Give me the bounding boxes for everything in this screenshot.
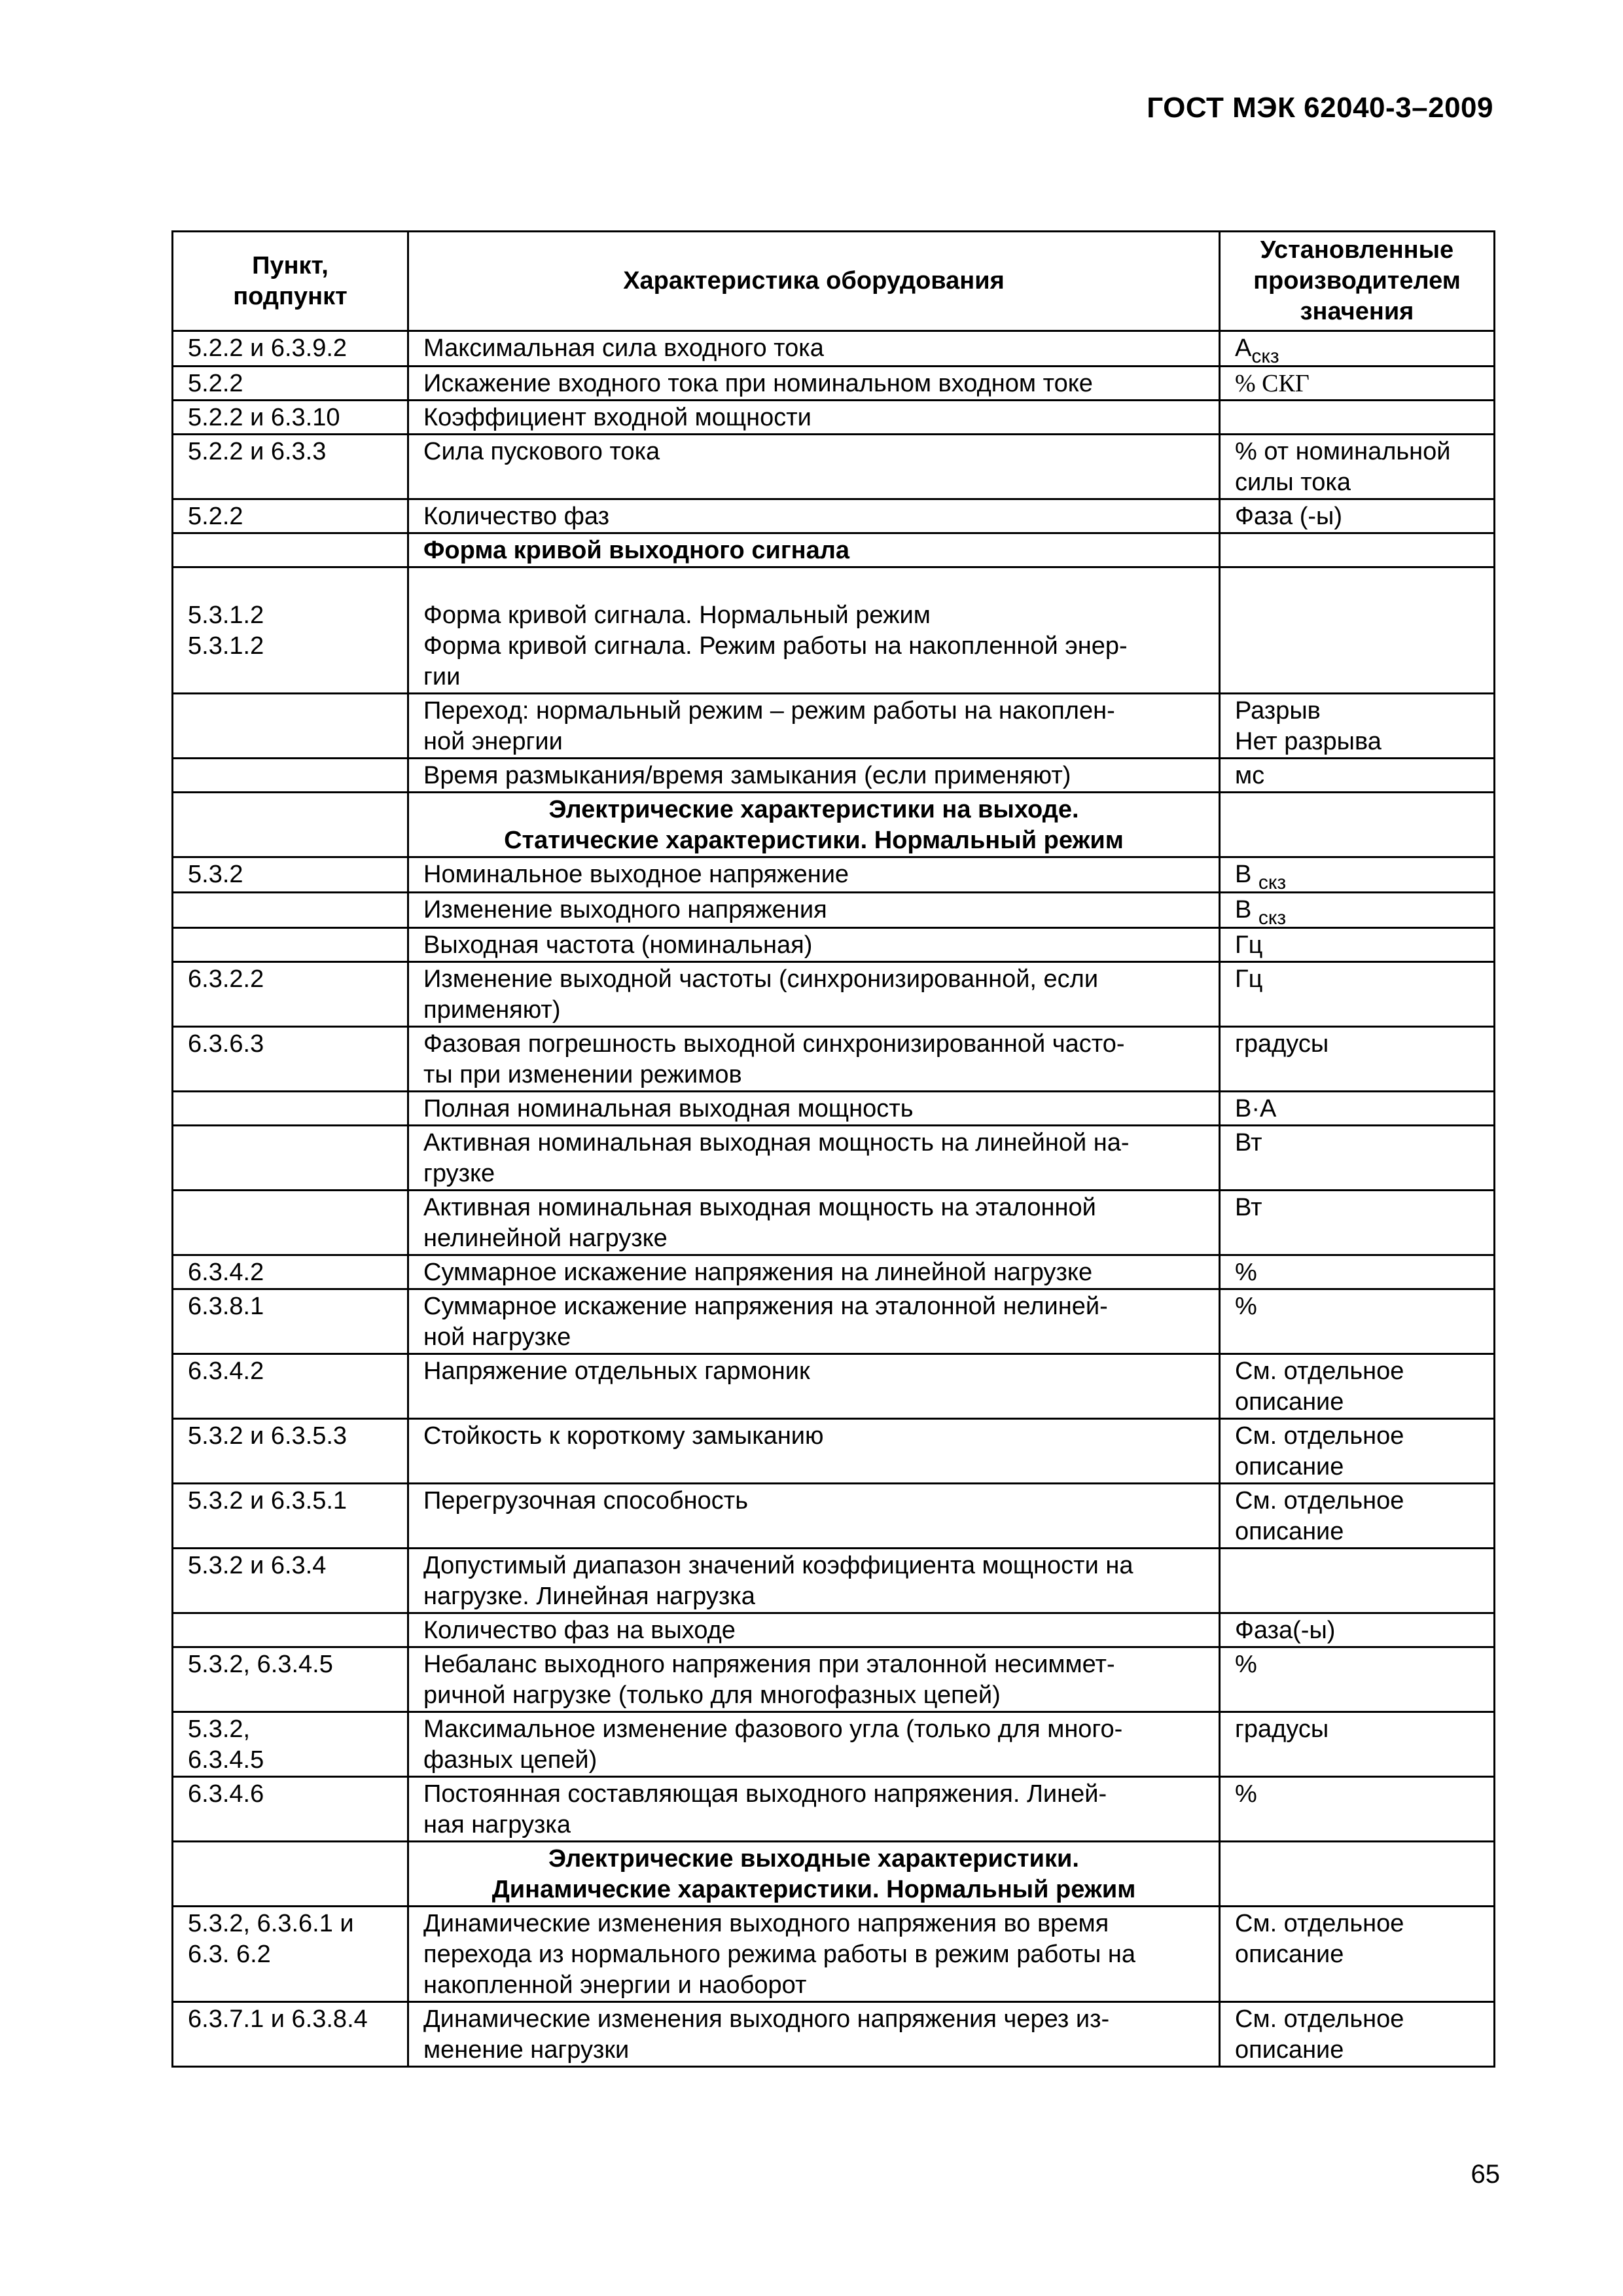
- value-cell: В $_{скз}$: [1220, 893, 1495, 928]
- value-cell: В·А: [1220, 1092, 1495, 1126]
- value-cell: % от номинальной силы тока: [1220, 435, 1495, 499]
- characteristic-cell: Сила пускового тока: [408, 435, 1220, 499]
- characteristic-cell: Время размыкания/время замыкания (если применяют): [408, 759, 1220, 793]
- clause-cell: [173, 793, 408, 857]
- table-row: [173, 1647, 1495, 1712]
- table-row: [173, 759, 1495, 793]
- table-row: [173, 1092, 1495, 1126]
- value-cell: %: [1220, 1777, 1495, 1842]
- table-row: [173, 401, 1495, 435]
- characteristic-cell: Переход: нормальный режим – режим работы на накоплен- ной энергии: [408, 694, 1220, 759]
- value-cell: [1220, 533, 1495, 567]
- value-cell: Вт: [1220, 1126, 1495, 1191]
- section-title: Форма кривой выходного сигнала: [408, 533, 1220, 567]
- value-cell: См. отдельное описание: [1220, 1419, 1495, 1484]
- characteristic-cell: Максимальная сила входного тока: [408, 331, 1220, 367]
- header-clause: Пункт, подпункт: [173, 232, 408, 331]
- characteristic-cell: Изменение выходной частоты (синхронизированной, если применяют): [408, 962, 1220, 1027]
- value-cell: См. отдельное описание: [1220, 2002, 1495, 2067]
- table-row: [173, 928, 1495, 962]
- table-section-row: [173, 793, 1495, 857]
- table-section-row: [173, 533, 1495, 567]
- clause-cell: 5.3.2 и 6.3.4: [173, 1549, 408, 1613]
- characteristic-cell: Изменение выходного напряжения: [408, 893, 1220, 928]
- characteristic-cell: Активная номинальная выходная мощность на линейной на- грузке: [408, 1126, 1220, 1191]
- table-row: [173, 1613, 1495, 1647]
- table-row: [173, 367, 1495, 401]
- value-cell: Фаза (-ы): [1220, 499, 1495, 533]
- characteristic-cell: Максимальное изменение фазового угла (только для много- фазных цепей): [408, 1712, 1220, 1777]
- characteristic-cell: Суммарное искажение напряжения на линейной нагрузке: [408, 1255, 1220, 1289]
- header-characteristic: Характеристика оборудования: [408, 232, 1220, 331]
- clause-cell: 5.3.2: [173, 857, 408, 893]
- characteristic-cell: Полная номинальная выходная мощность: [408, 1092, 1220, 1126]
- value-cell: Фаза(-ы): [1220, 1613, 1495, 1647]
- clause-cell: 6.3.8.1: [173, 1289, 408, 1354]
- table-row: [173, 1126, 1495, 1191]
- clause-cell: [173, 533, 408, 567]
- characteristic-cell: Стойкость к короткому замыканию: [408, 1419, 1220, 1484]
- clause-cell: 6.3.4.2: [173, 1255, 408, 1289]
- characteristic-cell: Искажение входного тока при номинальном входном токе: [408, 367, 1220, 401]
- value-cell: %: [1220, 1647, 1495, 1712]
- characteristic-cell: Активная номинальная выходная мощность на эталонной нелинейной нагрузке: [408, 1191, 1220, 1255]
- clause-cell: [173, 1191, 408, 1255]
- clause-cell: 6.3.2.2: [173, 962, 408, 1027]
- value-cell: мс: [1220, 759, 1495, 793]
- section-title: Электрические выходные характеристики. Динамические характеристики. Нормальный режим: [408, 1842, 1220, 1907]
- value-cell: %: [1220, 1255, 1495, 1289]
- clause-cell: 6.3.7.1 и 6.3.8.4: [173, 2002, 408, 2067]
- value-cell: Гц: [1220, 962, 1495, 1027]
- table-row: [173, 1289, 1495, 1354]
- table-row: [173, 962, 1495, 1027]
- table-row: [173, 435, 1495, 499]
- characteristic-cell: Динамические изменения выходного напряжения во время перехода из нормального режима работы в режим работы на накопленной энергии и наоборот: [408, 1907, 1220, 2002]
- characteristic-cell: Форма кривой сигнала. Нормальный режим Форма кривой сигнала. Режим работы на накопленной энер- гии: [408, 567, 1220, 694]
- table-row: [173, 1027, 1495, 1092]
- table-row: [173, 1777, 1495, 1842]
- clause-cell: 6.3.6.3: [173, 1027, 408, 1092]
- clause-cell: 5.3.1.2 5.3.1.2: [173, 567, 408, 694]
- table-row: [173, 694, 1495, 759]
- table-body: [173, 331, 1495, 2067]
- value-cell: [1220, 401, 1495, 435]
- value-cell: [1220, 793, 1495, 857]
- value-cell: Гц: [1220, 928, 1495, 962]
- value-cell: градусы: [1220, 1027, 1495, 1092]
- clause-cell: 5.3.2 и 6.3.5.1: [173, 1484, 408, 1549]
- clause-cell: 5.3.2, 6.3.4.5: [173, 1647, 408, 1712]
- clause-cell: [173, 1126, 408, 1191]
- clause-cell: [173, 759, 408, 793]
- table-row: [173, 2002, 1495, 2067]
- value-cell: [1220, 1549, 1495, 1613]
- table-row: [173, 1354, 1495, 1419]
- table-row: [173, 331, 1495, 367]
- clause-cell: [173, 694, 408, 759]
- clause-cell: 6.3.4.6: [173, 1777, 408, 1842]
- characteristic-cell: Фазовая погрешность выходной синхронизированной часто- ты при изменении режимов: [408, 1027, 1220, 1092]
- table-row: [173, 1191, 1495, 1255]
- characteristic-cell: Динамические изменения выходного напряжения через из- менение нагрузки: [408, 2002, 1220, 2067]
- value-cell: [1220, 1842, 1495, 1907]
- table-row: [173, 893, 1495, 928]
- value-cell: %: [1220, 1289, 1495, 1354]
- table-header-row: [173, 232, 1495, 331]
- clause-cell: 5.3.2, 6.3.4.5: [173, 1712, 408, 1777]
- header-values: Установленные производителем значения: [1220, 232, 1495, 331]
- equipment-spec-table: [171, 230, 1495, 2068]
- characteristic-cell: Постоянная составляющая выходного напряжения. Линей- ная нагрузка: [408, 1777, 1220, 1842]
- value-cell: В $_{скз}$: [1220, 857, 1495, 893]
- table-row: [173, 1484, 1495, 1549]
- section-title: Электрические характеристики на выходе. Статические характеристики. Нормальный режим: [408, 793, 1220, 857]
- clause-cell: [173, 1092, 408, 1126]
- clause-cell: 5.2.2 и 6.3.10: [173, 401, 408, 435]
- characteristic-cell: Выходная частота (номинальная): [408, 928, 1220, 962]
- value-cell: Разрыв Нет разрыва: [1220, 694, 1495, 759]
- clause-cell: [173, 928, 408, 962]
- clause-cell: 5.2.2 и 6.3.3: [173, 435, 408, 499]
- characteristic-cell: Номинальное выходное напряжение: [408, 857, 1220, 893]
- characteristic-cell: Количество фаз на выходе: [408, 1613, 1220, 1647]
- clause-cell: 5.2.2: [173, 367, 408, 401]
- table-row: [173, 499, 1495, 533]
- characteristic-cell: Количество фаз: [408, 499, 1220, 533]
- characteristic-cell: Перегрузочная способность: [408, 1484, 1220, 1549]
- document-code: ГОСТ МЭК 62040-3–2009: [1147, 92, 1493, 124]
- characteristic-cell: Допустимый диапазон значений коэффициента мощности на нагрузке. Линейная нагрузка: [408, 1549, 1220, 1613]
- characteristic-cell: Суммарное искажение напряжения на эталонной нелиней- ной нагрузке: [408, 1289, 1220, 1354]
- table-row: [173, 1255, 1495, 1289]
- table-section-row: [173, 1842, 1495, 1907]
- page-number: 65: [1471, 2160, 1500, 2189]
- clause-cell: [173, 1613, 408, 1647]
- table-row: [173, 857, 1495, 893]
- value-cell: См. отдельное описание: [1220, 1484, 1495, 1549]
- table-row: [173, 1712, 1495, 1777]
- characteristic-cell: Коэффициент входной мощности: [408, 401, 1220, 435]
- table-row: [173, 567, 1495, 694]
- value-cell: % СКГ: [1220, 367, 1495, 401]
- clause-cell: 5.3.2 и 6.3.5.3: [173, 1419, 408, 1484]
- clause-cell: 5.2.2 и 6.3.9.2: [173, 331, 408, 367]
- clause-cell: 5.2.2: [173, 499, 408, 533]
- characteristic-cell: Напряжение отдельных гармоник: [408, 1354, 1220, 1419]
- clause-cell: [173, 893, 408, 928]
- value-cell: Вт: [1220, 1191, 1495, 1255]
- value-cell: $А_{скз}$: [1220, 331, 1495, 367]
- table-row: [173, 1549, 1495, 1613]
- clause-cell: 5.3.2, 6.3.6.1 и 6.3. 6.2: [173, 1907, 408, 2002]
- value-cell: градусы: [1220, 1712, 1495, 1777]
- clause-cell: [173, 1842, 408, 1907]
- clause-cell: 6.3.4.2: [173, 1354, 408, 1419]
- value-cell: См. отдельное описание: [1220, 1907, 1495, 2002]
- characteristic-cell: Небаланс выходного напряжения при эталонной несиммет- ричной нагрузке (только для многофазных цепей): [408, 1647, 1220, 1712]
- value-cell: [1220, 567, 1495, 694]
- value-cell: См. отдельное описание: [1220, 1354, 1495, 1419]
- table-row: [173, 1419, 1495, 1484]
- table-row: [173, 1907, 1495, 2002]
